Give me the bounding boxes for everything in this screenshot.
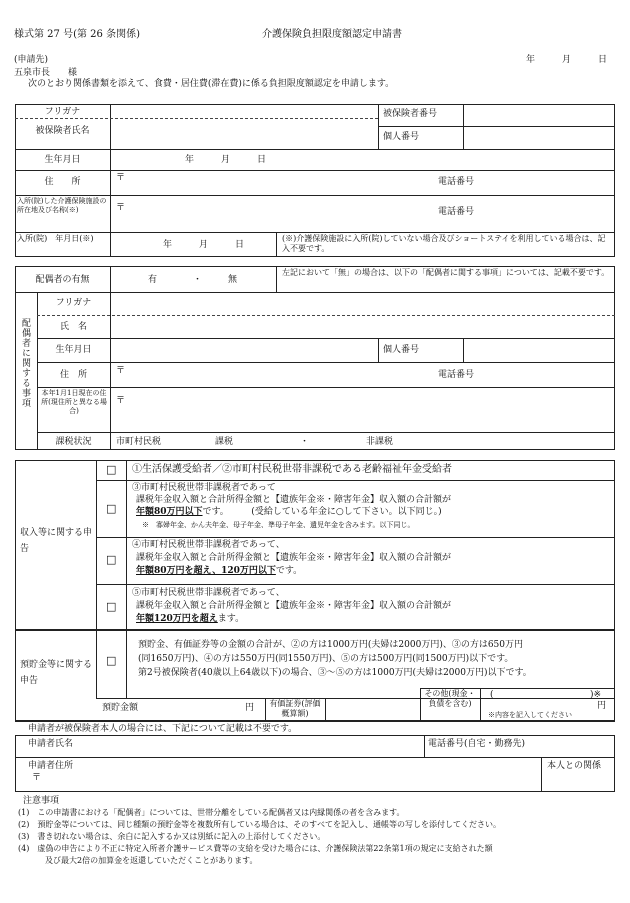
other-yen: 円 [597,701,607,711]
savings-label: 預貯金等に関する申告 [20,660,93,687]
savings-checkbox[interactable]: □ [106,654,117,667]
savings-line2: (同1650万円)、④の方は550万円(同1550万円)、⑤の方は500万円(同1500万円)以下です。 [138,654,514,664]
note-4-cont: 及び最大2倍の加算金を返還していただくことがあります。 [45,856,258,865]
income-option-5-line1: ⑤市町村民税世帯非課税者であって、 [132,588,285,598]
insured-number-input[interactable] [464,105,614,125]
securities-input[interactable] [327,700,417,719]
income-checkbox-5[interactable]: □ [106,600,117,613]
form-number: 様式第 27 号(第 26 条関係) [14,29,140,40]
income-option-4-line1: ④市町村民税世帯非課税者であって、 [132,540,285,550]
note-1: (1) この申請書における「配偶者」については、世帯分離をしている配偶者又は内縁関係の者を含みます。 [18,808,405,817]
spouse-name-label: 氏 名 [59,322,87,332]
spouse-no-option[interactable]: 無 [228,275,238,285]
other-note: ※内容を記入してください [488,711,572,719]
spouse-yes-option[interactable]: 有 [148,275,158,285]
spouse-personal-no-input[interactable] [464,339,614,361]
income-option-4-suffix: です。 [275,566,303,576]
insured-furigana-input[interactable] [111,105,377,117]
notes-title: 注意事項 [23,796,60,806]
income-checkbox-3[interactable]: □ [106,502,117,515]
spouse-birth-input[interactable] [111,339,377,361]
income-option-3-note: ※ 寡婦年金、かん夫年金、母子年金、準母子年金、遺児年金を含みます。以下同じ。 [142,521,415,529]
spouse-address-input[interactable] [111,376,431,386]
deposit-label: 預貯金額 [102,703,139,713]
spouse-has-label: 配偶者の有無 [35,275,90,285]
spouse-jan1-label: 本年1月1日現在の住所(現住所と異なる場合) [41,389,107,416]
applicant-relation-input[interactable] [543,773,613,790]
facility-phone-label: 電話番号 [438,207,475,217]
spouse-tax-label: 課税状況 [55,437,92,447]
other-label: その他(現金・負債を含む) [424,689,476,708]
deposit-input[interactable] [150,700,240,719]
spouse-name-input[interactable] [111,316,614,337]
spouse-tax-city: 市町村民税 [116,437,162,447]
income-checkbox-4[interactable]: □ [106,553,117,566]
applicant-note: 申請者が被保険者本人の場合には、下記について記載は不要です。 [28,724,298,734]
insured-personal-no-input[interactable] [464,127,614,148]
other-paren-close: )※ [590,690,602,700]
income-option-3-line1: ③市町村民税世帯非課税者であって [132,483,276,493]
deposit-yen: 円 [245,703,255,713]
form-title: 介護保険負担限度額認定申請書 [262,29,402,40]
income-option-4-threshold: 年額80万円を超え、120万円以下 [136,566,276,576]
applicant-to-label: (申請先) [14,55,49,65]
applicant-name-input[interactable] [100,737,420,755]
facility-input[interactable] [111,215,431,230]
income-option-5-threshold: 年額120万円を超え [136,614,218,624]
spouse-furigana-label: フリガナ [55,298,92,308]
insured-address-input[interactable] [111,183,431,194]
spouse-jan1-postal: 〒 [116,396,126,406]
spouse-tax-no-option[interactable]: 非課税 [366,437,394,447]
applicant-name-label: 申請者氏名 [28,739,74,749]
admission-label: 入所(院) 年月日(※) [17,234,94,243]
spouse-birth-label: 生年月日 [55,345,92,355]
income-label: 収入等に関する申告 [20,528,93,555]
insured-birth-input[interactable]: 年 月 日 [185,155,267,165]
applicant-phone-label: 電話番号(自宅・勤務先) [428,739,526,749]
income-option-5-line2: 課税年金収入額と合計所得金額と【遺族年金※・障害年金】収入額の合計額が [136,601,452,611]
applicant-relation-label: 本人との関係 [547,761,602,771]
insured-furigana-label: フリガナ [44,107,81,117]
admission-note: (※)介護保険施設に入所(院)していない場合及びショートステイを利用している場合は、記入不要です。 [282,234,606,254]
income-option-4-line2: 課税年金収入額と合計所得金額と【遺族年金※・障害年金】収入額の合計額が [136,553,452,563]
spouse-tax-yes-option[interactable]: 課税 [215,437,234,447]
date-field[interactable]: 年 月 日 [526,55,608,65]
applicant-postal-mark: 〒 [32,773,42,783]
spouse-address-label: 住 所 [59,370,87,380]
insured-address-label: 住 所 [44,177,81,187]
insured-postal-mark: 〒 [116,173,126,183]
securities-label: 有価証券(評価概算額) [269,699,321,719]
insured-birth-label: 生年月日 [44,155,81,165]
insured-number-label: 被保険者番号 [383,109,438,119]
note-3: (3) 書き切れない場合は、余白に記入するか又は別紙に記入の上添付してください。 [18,832,326,841]
insured-phone-label: 電話番号 [438,177,475,187]
spouse-phone-label: 電話番号 [438,370,475,380]
insured-personal-no-label: 個人番号 [383,132,420,142]
intro-text: 次のとおり関係書類を添えて、食費・居住費(滞在費)に係る負担限度額認定を申請します。 [28,79,395,89]
spouse-furigana-input[interactable] [111,293,614,314]
spouse-note: 左記において「無」の場合は、以下の「配偶者に関する事項」については、記載不要です。 [282,268,610,277]
income-option-3-suffix: です。 (受給している年金に○して下さい。以下同じ。) [202,507,442,517]
note-2: (2) 預貯金等については、同じ種類の預貯金等を複数所有している場合は、そのすべてを記入し、通帳等の写しを添付してください。 [18,820,502,829]
facility-postal-mark: 〒 [116,203,126,213]
addressee: 五泉市長 様 [14,68,78,78]
insured-name-input[interactable] [111,119,377,148]
income-option-1: ①生活保護受給者／②市町村民税世帯非課税である老齢福祉年金受給者 [132,464,452,475]
spouse-postal-mark: 〒 [116,366,126,376]
applicant-address-input[interactable] [48,772,528,790]
spouse-jan1-input[interactable] [111,408,614,430]
note-4: (4) 虚偽の申告により不正に特定入所者介護サービス費等の支給を受けた場合には、介護保険法第22条第1項の規定に支給された額 [18,844,493,853]
facility-label: 入所(院)した介護保険施設の所在地及び名称(※) [17,197,107,214]
income-option-3-threshold: 年額80万円以下 [136,507,203,517]
spouse-side-label: 配偶者に関する事項 [20,318,30,408]
applicant-address-label: 申請者住所 [28,761,74,771]
income-option-3-line2: 課税年金収入額と合計所得金額と【遺族年金※・障害年金】収入額の合計額が [136,495,452,505]
savings-line1: 預貯金、有価証券等の金額の合計が、②の方は1000万円(夫婦は2000万円)、③の方は650万円 [138,640,524,650]
insured-name-label: 被保険者氏名 [35,126,90,136]
savings-line3: 第2号被保険者(40歳以上64歳以下)の場合、③～⑤の方は1000万円(夫婦は2000万円)以下です。 [138,668,532,678]
admission-date-input[interactable]: 年 月 日 [163,240,245,250]
spouse-tax-dot: ・ [300,437,310,447]
other-detail-input[interactable] [498,690,588,701]
other-paren-open: ( [490,690,494,700]
spouse-dot: ・ [193,275,203,285]
income-option-5-suffix: ます。 [217,614,245,624]
spouse-personal-no-label: 個人番号 [383,345,420,355]
income-checkbox-1[interactable]: □ [106,463,117,476]
